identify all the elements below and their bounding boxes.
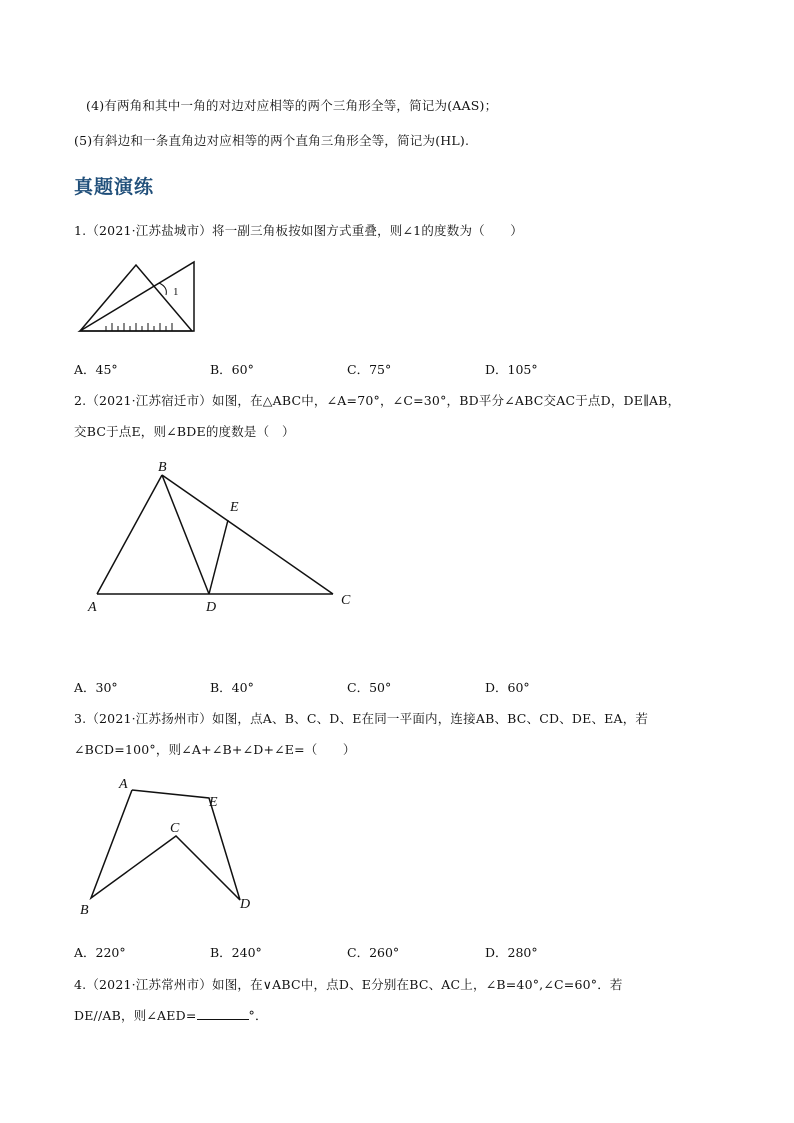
segment-ab (97, 475, 162, 594)
answer-blank[interactable] (197, 1007, 249, 1020)
question-4-stem-text: DE//AB，则∠AED= (74, 1008, 197, 1023)
q2-option-b[interactable]: B．40° (210, 680, 254, 695)
point-e-label: E (230, 500, 239, 515)
point-c-label: C (341, 593, 351, 608)
q1-option-b[interactable]: B．60° (210, 362, 254, 377)
question-2-stem-line2: 交BC于点E，则∠BDE的度数是（ ） (74, 424, 295, 439)
question-2-stem-line1: 2.（2021·江苏宿迁市）如图，在△ABC中，∠A=70°，∠C=30°，BD平分∠ABC交AC于点D，DE∥AB， (74, 393, 681, 408)
point-b-label: B (80, 903, 89, 918)
q2-option-d[interactable]: D．60° (485, 680, 530, 695)
question-2-figure (80, 455, 370, 620)
question-1-stem: 1.（2021·江苏盐城市）将一副三角板按如图方式重叠，则∠1的度数为（ ） (74, 223, 523, 238)
question-4-degree-suffix: °． (248, 1008, 268, 1023)
segment-de (209, 520, 228, 594)
question-3-figure (76, 772, 266, 920)
ruler-ticks (106, 323, 172, 331)
q2-option-c[interactable]: C．50° (347, 680, 392, 695)
rule-4: (4)有两角和其中一角的对边对应相等的两个三角形全等，简记为(AAS)； (86, 98, 498, 113)
point-a-label: A (88, 600, 97, 615)
pentagon-abcde (91, 790, 240, 900)
q3-option-b[interactable]: B．240° (210, 945, 262, 960)
point-d-label: D (240, 897, 251, 912)
point-e-label: E (209, 795, 218, 810)
q3-option-d[interactable]: D．280° (485, 945, 538, 960)
point-a-label: A (119, 777, 128, 792)
question-1-figure (76, 257, 200, 335)
q1-option-a[interactable]: A．45° (74, 362, 118, 377)
segment-bc (162, 475, 333, 594)
q3-option-c[interactable]: C．260° (347, 945, 400, 960)
question-4-stem-line2 (74, 1006, 268, 1024)
segment-bd (162, 475, 209, 594)
point-d-label: D (206, 600, 217, 615)
section-title: 真题演练 (74, 176, 155, 198)
rule-5: (5)有斜边和一条直角边对应相等的两个直角三角形全等，简记为(HL). (74, 133, 470, 148)
question-3-stem-line2: ∠BCD=100°，则∠A+∠B+∠D+∠E=（ ） (74, 742, 356, 757)
q3-option-a[interactable]: A．220° (74, 945, 126, 960)
question-3-stem-line1: 3.（2021·江苏扬州市）如图，点A、B、C、D、E在同一平面内，连接AB、BC、CD、DE、EA，若 (74, 711, 649, 726)
q2-option-a[interactable]: A．30° (74, 680, 118, 695)
question-4-stem-line1: 4.（2021·江苏常州市）如图，在∨ABC中，点D、E分别在BC、AC上，∠B=40°,∠C=60°．若 (74, 977, 623, 992)
q1-option-d[interactable]: D．105° (485, 362, 538, 377)
point-c-label: C (170, 821, 180, 836)
angle-1-label: 1 (173, 286, 179, 298)
q1-option-c[interactable]: C．75° (347, 362, 392, 377)
point-b-label: B (158, 460, 167, 475)
